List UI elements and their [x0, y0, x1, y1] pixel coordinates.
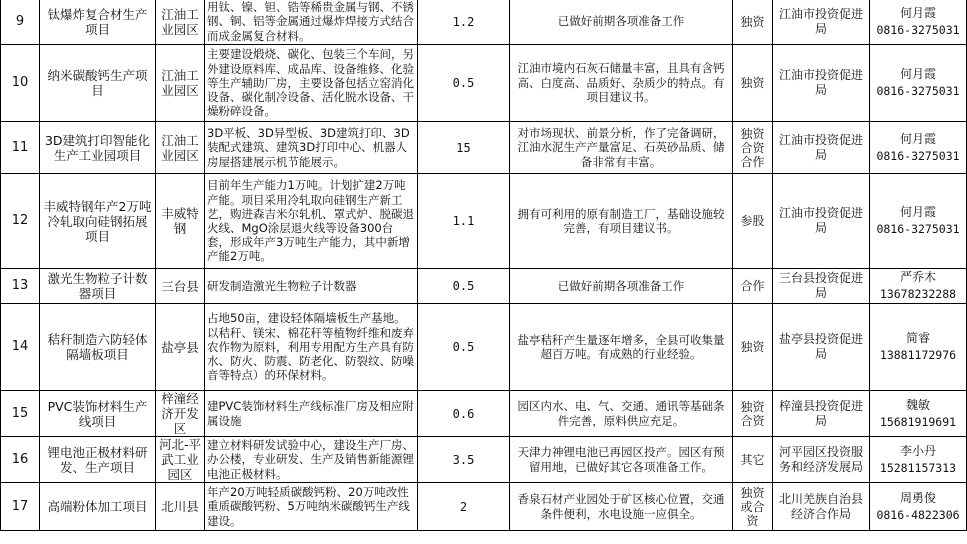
- contact-person: [870, 45, 967, 122]
- contact-phone: 13678232288: [879, 287, 957, 301]
- project-location: 梓潼经济开发区: [156, 391, 205, 437]
- contact-person: [870, 437, 967, 483]
- project-number: 10: [1, 45, 40, 122]
- investment-amount: 0.6: [418, 391, 510, 437]
- project-name: 锂电池正极材料研发、生产项目: [40, 437, 156, 483]
- project-conditions: 江油市境内石灰石储量丰富，且具有含钙高、白度高、品质好、杂质少的特点。有项目建议书。: [510, 45, 733, 122]
- table-row: [1, 174, 967, 269]
- contact-unit: 江油市投资促进局: [773, 122, 870, 174]
- project-conditions: 香泉石材产业园处于矿区核心位置，交通条件便利，水电设施一应俱全。: [510, 483, 733, 531]
- project-number: 14: [1, 304, 40, 391]
- project-name: 秸秆制造六防轻体隔墙板项目: [40, 304, 156, 391]
- cooperation-mode: 独资: [733, 304, 773, 391]
- project-location: 江油工业园区: [156, 45, 205, 122]
- contact-name: 魏敏: [905, 397, 930, 412]
- project-name: 纳米碳酸钙生产项目: [40, 45, 156, 122]
- project-location: 三台县: [156, 269, 205, 304]
- contact-phone: 0816-4822306: [876, 507, 960, 522]
- contact-person: [870, 174, 967, 269]
- project-content: 3D平板、3D异型板、3D建筑打印、3D装配式建筑、建筑3D打印中心、机器人房屋搭建展示机节能展示。: [205, 122, 418, 174]
- table-row: [1, 45, 967, 122]
- contact-phone: 15281157313: [879, 460, 957, 475]
- investment-amount: 2: [418, 483, 510, 531]
- project-number: 9: [1, 0, 40, 45]
- table-row: [1, 122, 967, 174]
- project-number: 15: [1, 391, 40, 437]
- contact-unit: 江油市投资促进局: [773, 0, 870, 45]
- contact-phone: 0816-3275031: [876, 22, 960, 37]
- project-content: 目前年生产能力1万吨。计划扩建2万吨产能。项目采用冷轧取向硅钢生产新工艺，购进森吉米尔轧机、罩式炉、脱碳退火线、MgO涂层退火线等设备300台套，形成年产3万吨生产能力，其中新增产能2万吨。: [205, 174, 418, 269]
- contact-unit: 江油市投资促进局: [773, 45, 870, 122]
- project-location: 丰威特钢: [156, 174, 205, 269]
- project-content: 主要建设煅烧、碳化、包装三个车间，另外建设原料库、成品库、设备维修、化验等生产辅助厂房，主要设备包括立窑消化设备、碳化制冷设备、活化脱水设备、干燥粉碎设备。: [205, 45, 418, 122]
- project-content: 建立材料研发试验中心，建设生产厂房、办公楼，专业研发、生产及销售新能源锂电池正极材料。: [205, 437, 418, 483]
- cooperation-mode: 合作: [733, 269, 773, 304]
- contact-phone: 0816-3275031: [876, 84, 960, 98]
- project-conditions: 园区内水、电、气、交通、通讯等基础条件完善，原料供应充足。: [510, 391, 733, 437]
- contact-name: 李小丹: [899, 443, 936, 458]
- project-location: 江油工业园区: [156, 0, 205, 45]
- contact-name: 何月霞: [899, 131, 936, 146]
- table-row: [1, 437, 967, 483]
- investment-amount: 1.2: [418, 0, 510, 45]
- table-body: [1, 0, 967, 531]
- contact-name: 何月霞: [899, 67, 936, 81]
- project-content: 年产20万吨轻质碳酸钙粉、20万吨改性重质碳酸钙粉、5万吨纳米碳酸钙生产线建设。: [205, 483, 418, 531]
- project-location: 北川县: [156, 483, 205, 531]
- project-conditions: 拥有可利用的原有制造工厂，基础设施较完善，有项目建议书。: [510, 174, 733, 269]
- table-row: [1, 304, 967, 391]
- contact-person: [870, 122, 967, 174]
- project-content: 研发制造激光生物粒子计数器: [205, 269, 418, 304]
- contact-person: [870, 483, 967, 531]
- contact-name: 周勇俊: [899, 490, 936, 505]
- contact-phone: 15681919691: [879, 414, 957, 429]
- investment-amount: 1.1: [418, 174, 510, 269]
- contact-unit: 江油市投资促进局: [773, 174, 870, 269]
- cooperation-mode: 独资或合资: [733, 483, 773, 531]
- cooperation-mode: 独资合资合作: [733, 122, 773, 174]
- contact-name: 严乔木: [899, 270, 936, 284]
- project-location: 盐亭县: [156, 304, 205, 391]
- project-number: 13: [1, 269, 40, 304]
- cooperation-mode: 独资: [733, 45, 773, 122]
- cooperation-mode: 参股: [733, 174, 773, 269]
- contact-person: [870, 269, 967, 304]
- cooperation-mode: 独资合资: [733, 391, 773, 437]
- project-content: 用钛、镍、钽、锆等稀贵金属与钢、不锈钢、铜、铝等金属通过爆炸焊接方式结合而成金属复合材料。: [205, 0, 418, 45]
- table-row: [1, 0, 967, 45]
- contact-name: 简睿: [905, 331, 930, 345]
- project-name: 丰威特钢年产2万吨冷轧取向硅钢拓展项目: [40, 174, 156, 269]
- investment-amount: 15: [418, 122, 510, 174]
- investment-amount: 3.5: [418, 437, 510, 483]
- project-name: 钛爆炸复合材生产项目: [40, 0, 156, 45]
- project-name: 3D建筑打印智能化生产工业园项目: [40, 122, 156, 174]
- contact-unit: 河平园区投资服务和经济发展局: [773, 437, 870, 483]
- investment-amount: 0.5: [418, 269, 510, 304]
- project-conditions: 已做好前期各项准备工作: [510, 269, 733, 304]
- project-content: 占地50亩，建设轻体隔墙板生产基地。以秸秆、镁宋、棉花秆等植物纤维和废弃农作物为原料，利用专用配方生产具有防水、防火、防震、防老化、防裂纹、防噪音等特点）的环保材料。: [205, 304, 418, 391]
- project-number: 12: [1, 174, 40, 269]
- contact-unit: 梓潼县投资促进局: [773, 391, 870, 437]
- contact-unit: 北川羌族自治县经济合作局: [773, 483, 870, 531]
- investment-amount: 0.5: [418, 45, 510, 122]
- table-row: [1, 391, 967, 437]
- contact-phone: 0816-3275031: [876, 222, 960, 236]
- contact-person: [870, 391, 967, 437]
- contact-phone: 13881172976: [879, 348, 957, 362]
- contact-unit: 三台县投资促进局: [773, 269, 870, 304]
- project-conditions: 盐亭秸秆产生量逐年增多，全县可收集量超百万吨。有成熟的行业经验。: [510, 304, 733, 391]
- contact-person: [870, 304, 967, 391]
- project-location: 河北-平武工业园区: [156, 437, 205, 483]
- project-conditions: 对市场现状、前景分析，作了完备调研，江油水泥生产产量富足、石英砂品质、储备非常有丰富。: [510, 122, 733, 174]
- contact-name: 何月霞: [899, 5, 936, 20]
- contact-unit: 盐亭县投资促进局: [773, 304, 870, 391]
- contact-phone: 0816-3275031: [876, 148, 960, 163]
- project-name: 激光生物粒子计数器项目: [40, 269, 156, 304]
- project-location: 江油工业园区: [156, 122, 205, 174]
- project-content: 建PVC装饰材料生产线标准厂房及相应附属设施: [205, 391, 418, 437]
- cooperation-mode: 其它: [733, 437, 773, 483]
- contact-name: 何月霞: [899, 205, 936, 219]
- investment-amount: 0.5: [418, 304, 510, 391]
- table-row: [1, 269, 967, 304]
- project-number: 17: [1, 483, 40, 531]
- table-row: [1, 483, 967, 531]
- project-name: PVC装饰材料生产线项目: [40, 391, 156, 437]
- project-conditions: 已做好前期各项准备工作: [510, 0, 733, 45]
- project-name: 高端粉体加工项目: [40, 483, 156, 531]
- project-number: 11: [1, 122, 40, 174]
- contact-person: [870, 0, 967, 45]
- cooperation-mode: 独资: [733, 0, 773, 45]
- project-number: 16: [1, 437, 40, 483]
- project-conditions: 天津力神锂电池已再园区投产。园区有预留用地，已做好其它各项准备工作。: [510, 437, 733, 483]
